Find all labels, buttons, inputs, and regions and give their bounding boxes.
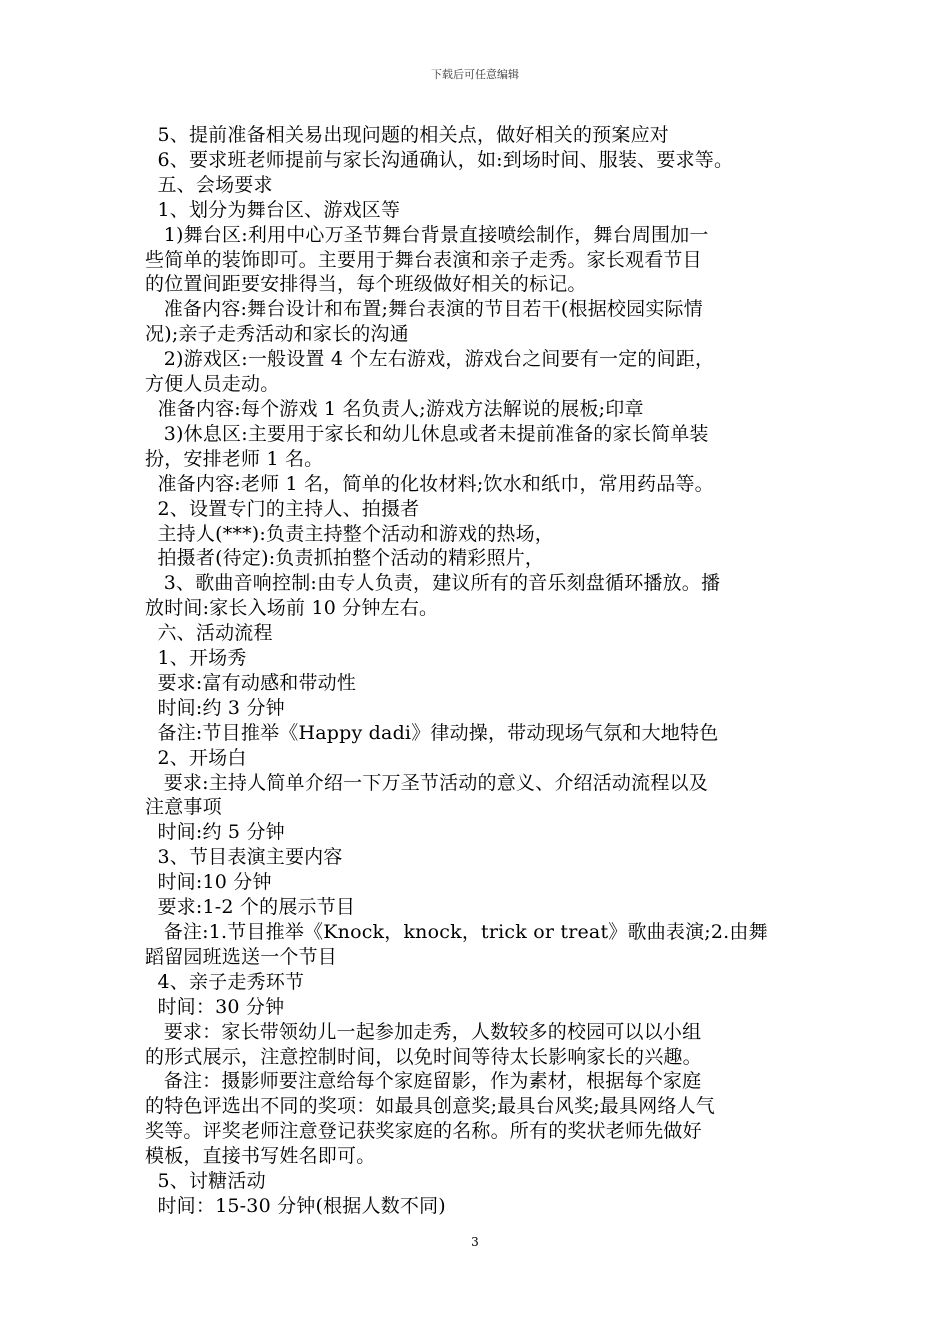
text-line: 2、开场白 <box>145 746 247 769</box>
text-line: 1、开场秀 <box>145 647 247 670</box>
text-line: 1、划分为舞台区、游戏区等 <box>145 198 401 221</box>
text-line: 些简单的装饰即可。主要用于舞台表演和亲子走秀。家长观看节目 <box>145 248 702 271</box>
text-line: 时间:10 分钟 <box>145 871 272 894</box>
text-line: 3、节目表演主要内容 <box>145 846 343 869</box>
page-number: 3 <box>471 1235 479 1249</box>
text-line: 备注:1.节目推举《Knock，knock，trick or treat》歌曲表演;2.由舞 <box>145 921 768 943</box>
text-line: 注意事项 <box>145 796 222 819</box>
text-line: 3、歌曲音响控制:由专人负责，建议所有的音乐刻盘循环播放。播 <box>145 572 721 595</box>
text-line: 六、活动流程 <box>145 622 273 645</box>
text-line: 备注：摄影师要注意给每个家庭留影，作为素材，根据每个家庭 <box>145 1070 702 1093</box>
text-line: 方便人员走动。 <box>145 373 280 396</box>
text-line: 奖等。评奖老师注意登记获奖家庭的名称。所有的奖状老师先做好 <box>145 1120 702 1143</box>
text-line: 备注:节目推举《Happy dadi》律动操，带动现场气氛和大地特色 <box>145 721 719 744</box>
text-line: 的特色评选出不同的奖项：如最具创意奖;最具台风奖;最具网络人气 <box>145 1095 716 1118</box>
text-line: 准备内容:老师 1 名，简单的化妆材料;饮水和纸巾，常用药品等。 <box>145 472 714 495</box>
text-line: 五、会场要求 <box>145 173 273 196</box>
text-line: 拍摄者(待定):负责抓拍整个活动的精彩照片， <box>145 547 545 570</box>
text-line: 准备内容:每个游戏 1 名负责人;游戏方法解说的展板;印章 <box>145 397 644 420</box>
text-line: 准备内容:舞台设计和布置;舞台表演的节目若干(根据校园实际情 <box>145 298 703 321</box>
text-line: 扮，安排老师 1 名。 <box>145 447 324 470</box>
text-line: 要求:富有动感和带动性 <box>145 671 357 694</box>
text-line: 5、提前准备相关易出现问题的相关点，做好相关的预案应对 <box>145 124 669 146</box>
text-line: 6、要求班老师提前与家长沟通确认，如:到场时间、服装、要求等。 <box>145 148 734 171</box>
text-line: 3)休息区:主要用于家长和幼儿休息或者未提前准备的家长简单装 <box>145 422 709 445</box>
text-line: 要求:主持人简单介绍一下万圣节活动的意义、介绍活动流程以及 <box>145 771 708 794</box>
text-line: 时间:约 3 分钟 <box>145 696 285 719</box>
text-line: 模板，直接书写姓名即可。 <box>145 1145 376 1168</box>
text-line: 要求：家长带领幼儿一起参加走秀，人数较多的校园可以以小组 <box>145 1020 702 1043</box>
text-line: 主持人(***):负责主持整个活动和游戏的热场， <box>145 522 555 545</box>
text-line: 2、设置专门的主持人、拍摄者 <box>145 497 420 520</box>
text-line: 4、亲子走秀环节 <box>145 970 305 993</box>
document-body <box>145 123 813 1219</box>
text-line: 蹈留园班选送一个节目 <box>145 945 338 968</box>
text-line: 1)舞台区:利用中心万圣节舞台背景直接喷绘制作，舞台周围加一 <box>145 223 709 246</box>
text-line: 要求:1-2 个的展示节目 <box>145 896 356 919</box>
page-header: 下载后可任意编辑 <box>431 68 519 81</box>
text-line: 况);亲子走秀活动和家长的沟通 <box>145 323 409 346</box>
text-line: 时间：15-30 分钟(根据人数不同) <box>145 1194 446 1217</box>
text-line: 的位置间距要安排得当，每个班级做好相关的标记。 <box>145 273 587 296</box>
text-line: 2)游戏区:一般设置 4 个左右游戏，游戏台之间要有一定的间距， <box>145 348 715 371</box>
text-line: 时间:约 5 分钟 <box>145 821 285 844</box>
text-line: 的形式展示，注意控制时间，以免时间等待太长影响家长的兴趣。 <box>145 1045 702 1068</box>
text-line: 5、讨糖活动 <box>145 1170 266 1193</box>
text-line: 时间：30 分钟 <box>145 995 285 1018</box>
text-line: 放时间:家长入场前 10 分钟左右。 <box>145 597 439 620</box>
